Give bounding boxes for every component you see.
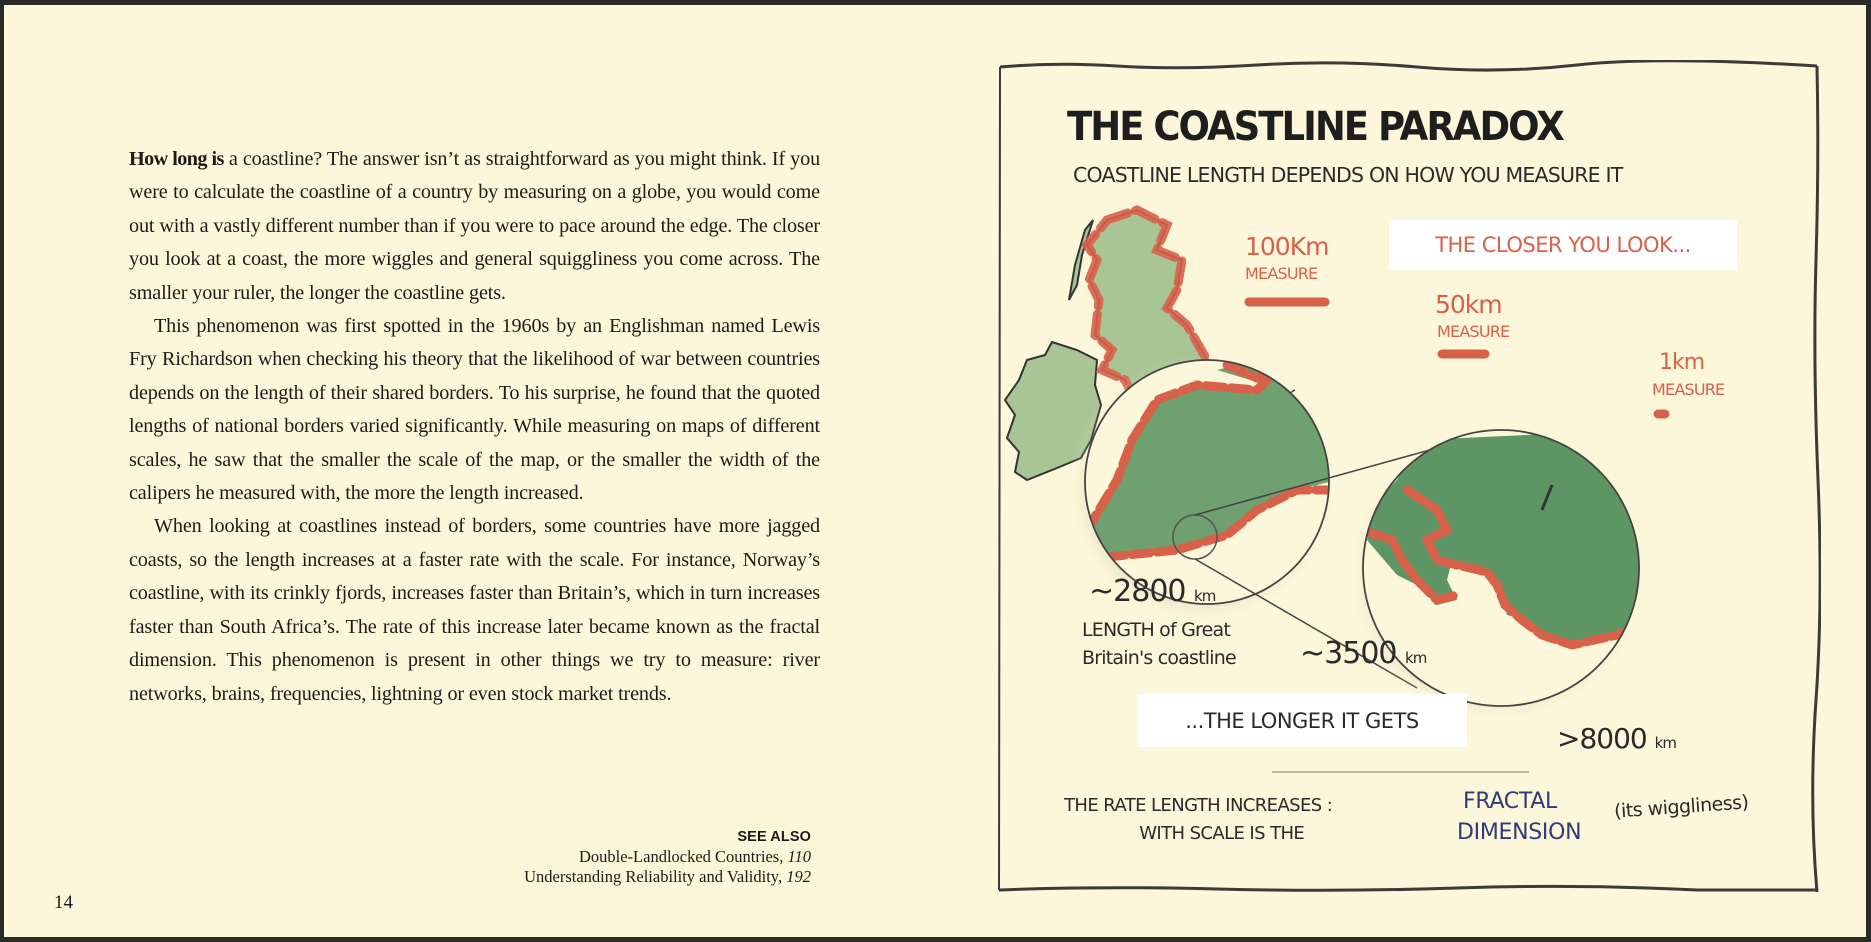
callout-longer-it-gets: ...THE LONGER IT GETS	[1137, 694, 1467, 747]
measure-50km-label: MEASURE	[1437, 322, 1510, 341]
callout-closer-you-look: THE CLOSER YOU LOOK...	[1389, 220, 1737, 270]
length-3500: ~3500 km	[1300, 636, 1427, 671]
wiggliness-note: (its wiggliness)	[1613, 791, 1750, 823]
see-also-item[interactable]: Double-Landlocked Countries, 110	[578, 847, 811, 866]
measure-100km-label: MEASURE	[1245, 264, 1318, 283]
length-2800: ~2800 km	[1089, 574, 1216, 609]
see-also	[524, 827, 811, 887]
fractal-dimension-label: FRACTAL DIMENSION	[1457, 789, 1582, 845]
coastline-paradox-illustration	[997, 60, 1821, 892]
footer-rate-text: THE RATE LENGTH INCREASES : WITH SCALE IS THE	[1064, 795, 1333, 844]
illustration-title: THE COASTLINE PARADOX	[1067, 103, 1563, 150]
see-also-heading: SEE ALSO	[737, 829, 811, 845]
measure-1km-label: MEASURE	[1652, 380, 1725, 399]
body-text	[129, 143, 820, 711]
paragraph-2: This phenomenon was first spotted in the 1960s by an Englishman named Lewis Fry Richardson when checking his theory that the likelihood of war between countries depends on the length of their shared borders. To his surprise, he found that the quoted lengths of national borders varied significantly. While measuring on maps of different scales, he saw that the smaller the scale of the map, or the smaller the width of the calipers he measured with, the more the length increased.	[129, 315, 820, 505]
measure-100km-value: 100Km	[1245, 232, 1329, 261]
paragraph-3: When looking at coastlines instead of borders, some countries have more jagged coasts, so the length increases at a faster rate with the scale. For instance, Norway’s coastline, with its crinkly fjords, increases faster than Britain’s, which in turn increases faster than South Africa’s. The rate of this increase later became known as the fractal dimension. This phenomenon is present in other things we try to measure: river networks, brains, frequencies, lightning or even stock market trends.	[129, 515, 820, 705]
book-spread	[4, 5, 1866, 937]
illustration-subtitle: COASTLINE LENGTH DEPENDS ON HOW YOU MEASURE IT	[1073, 163, 1623, 187]
length-8000: >8000 km	[1557, 722, 1676, 755]
paragraph-1: How long is a coastline? The answer isn’t as straightforward as you might think. If you were to calculate the coastline of a country by measuring on a globe, you would come out with a vastly different number than if you were to pace around the edge. The closer you look at a coast, the more wiggles and general squiggliness you come across. The smaller your ruler, the longer the coastline gets.	[129, 148, 821, 304]
length-label: LENGTH of Great Britain's coastline	[1082, 619, 1236, 669]
page-number: 14	[54, 892, 73, 913]
lead-in: How long is	[129, 148, 224, 170]
measure-1km-value: 1km	[1659, 350, 1705, 375]
measure-50km-value: 50km	[1435, 290, 1502, 319]
see-also-item[interactable]: Understanding Reliability and Validity, 192	[524, 867, 811, 886]
